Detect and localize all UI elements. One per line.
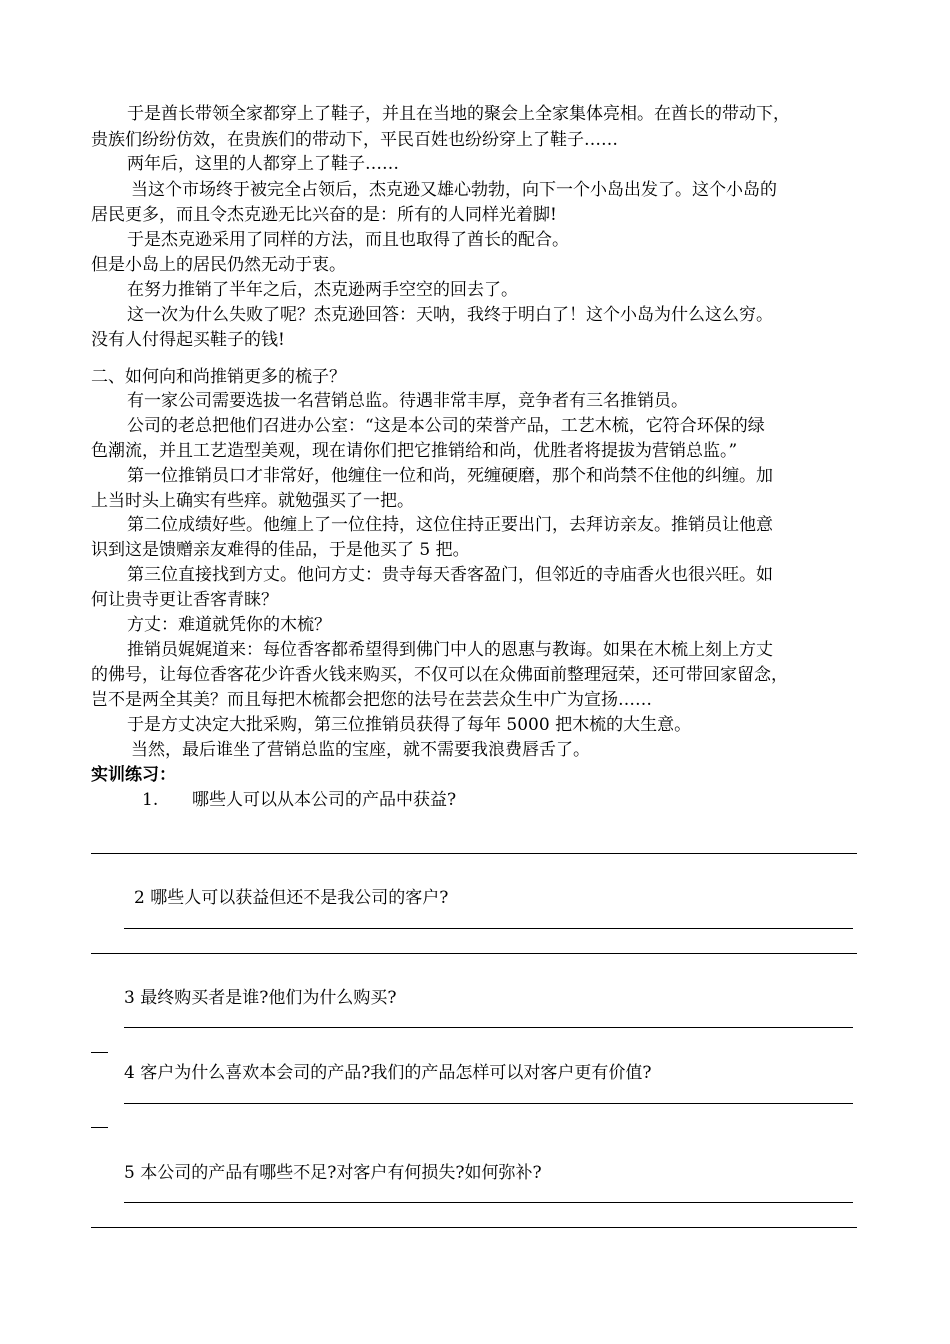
paragraph-line: 色潮流，并且工艺造型美观，现在请你们把它推销给和尚，优胜者将提拔为营销总监。” bbox=[91, 441, 738, 461]
paragraph-line: 有一家公司需要选拔一名营销总监。待遇非常丰厚，竞争者有三名推销员。 bbox=[127, 391, 688, 411]
paragraph-line: 何让贵寺更让香客青睐？ bbox=[91, 590, 278, 610]
paragraph-line: 当然，最后谁坐了营销总监的宝座，就不需要我浪费唇舌了。 bbox=[131, 740, 590, 760]
exercise-heading: 实训练习： bbox=[91, 765, 176, 785]
paragraph-line: 上当时头上确实有些痒。就勉强买了一把。 bbox=[91, 491, 414, 511]
answer-line-stub bbox=[91, 1127, 108, 1128]
answer-line[interactable] bbox=[91, 953, 857, 954]
answer-line[interactable] bbox=[124, 928, 853, 929]
answer-line[interactable] bbox=[124, 1202, 853, 1203]
paragraph-line: 没有人付得起买鞋子的钱! bbox=[91, 330, 285, 350]
paragraph-line: 推销员娓娓道来：每位香客都希望得到佛门中人的恩惠与教诲。如果在木梳上刻上方丈 bbox=[127, 640, 773, 660]
paragraph-line: 当这个市场终于被完全占领后，杰克逊又雄心勃勃，向下一个小岛出发了。这个小岛的 bbox=[131, 180, 777, 200]
paragraph-line: 第二位成绩好些。他缠上了一位住持，这位住持正要出门，去拜访亲友。推销员让他意 bbox=[127, 515, 773, 535]
answer-line[interactable] bbox=[91, 853, 857, 854]
paragraph-line: 在努力推销了半年之后，杰克逊两手空空的回去了。 bbox=[127, 280, 518, 300]
question-text: 2 哪些人可以获益但还不是我公司的客户? bbox=[134, 888, 449, 908]
paragraph-line: 于是酋长带领全家都穿上了鞋子，并且在当地的聚会上全家集体亮相。在酋长的带动下， bbox=[127, 104, 790, 124]
answer-line[interactable] bbox=[124, 1103, 853, 1104]
question-text: 哪些人可以从本公司的产品中获益? bbox=[192, 790, 457, 810]
answer-line-stub bbox=[91, 1052, 108, 1053]
question-text: 3 最终购买者是谁?他们为什么购买? bbox=[124, 988, 397, 1008]
paragraph-line: 公司的老总把他们召进办公室：“这是本公司的荣誉产品，工艺木梳，它符合环保的绿 bbox=[127, 416, 765, 436]
answer-line[interactable] bbox=[124, 1027, 853, 1028]
paragraph-line: 这一次为什么失败了呢？杰克逊回答：天呐，我终于明白了！这个小岛为什么这么穷。 bbox=[127, 305, 773, 325]
paragraph-line: 第一位推销员口才非常好，他缠住一位和尚，死缠硬磨，那个和尚禁不住他的纠缠。加 bbox=[127, 466, 773, 486]
paragraph-line: 于是方丈决定大批采购，第三位推销员获得了每年 5000 把木梳的大生意。 bbox=[127, 715, 692, 735]
question-number: 1. bbox=[142, 790, 159, 810]
question-text: 5 本公司的产品有哪些不足?对客户有何损失?如何弥补? bbox=[124, 1163, 542, 1183]
paragraph-line: 方丈：难道就凭你的木梳？ bbox=[127, 615, 331, 635]
paragraph-line: 居民更多，而且令杰克逊无比兴奋的是：所有的人同样光着脚! bbox=[91, 205, 557, 225]
paragraph-line: 的佛号，让每位香客花少许香火钱来购买，不仅可以在众佛面前整理冠荣，还可带回家留念， bbox=[91, 665, 788, 685]
paragraph-line: 但是小岛上的居民仍然无动于衷。 bbox=[91, 255, 346, 275]
question-text: 4 客户为什么喜欢本会司的产品?我们的产品怎样可以对客户更有价值? bbox=[124, 1063, 652, 1083]
section-heading: 二、如何向和尚推销更多的梳子？ bbox=[91, 367, 346, 387]
paragraph-line: 于是杰克逊采用了同样的方法，而且也取得了酋长的配合。 bbox=[127, 230, 569, 250]
answer-line[interactable] bbox=[91, 1227, 857, 1228]
paragraph-line: 识到这是馈赠亲友难得的佳品，于是他买了 5 把。 bbox=[91, 540, 470, 560]
paragraph-line: 两年后，这里的人都穿上了鞋子…… bbox=[127, 154, 399, 174]
paragraph-line: 贵族们纷纷仿效，在贵族们的带动下，平民百姓也纷纷穿上了鞋子…… bbox=[91, 130, 618, 150]
paragraph-line: 第三位直接找到方丈。他问方丈：贵寺每天香客盈门，但邻近的寺庙香火也很兴旺。如 bbox=[127, 565, 773, 585]
paragraph-line: 岂不是两全其美？而且每把木梳都会把您的法号在芸芸众生中广为宣扬…… bbox=[91, 690, 652, 710]
